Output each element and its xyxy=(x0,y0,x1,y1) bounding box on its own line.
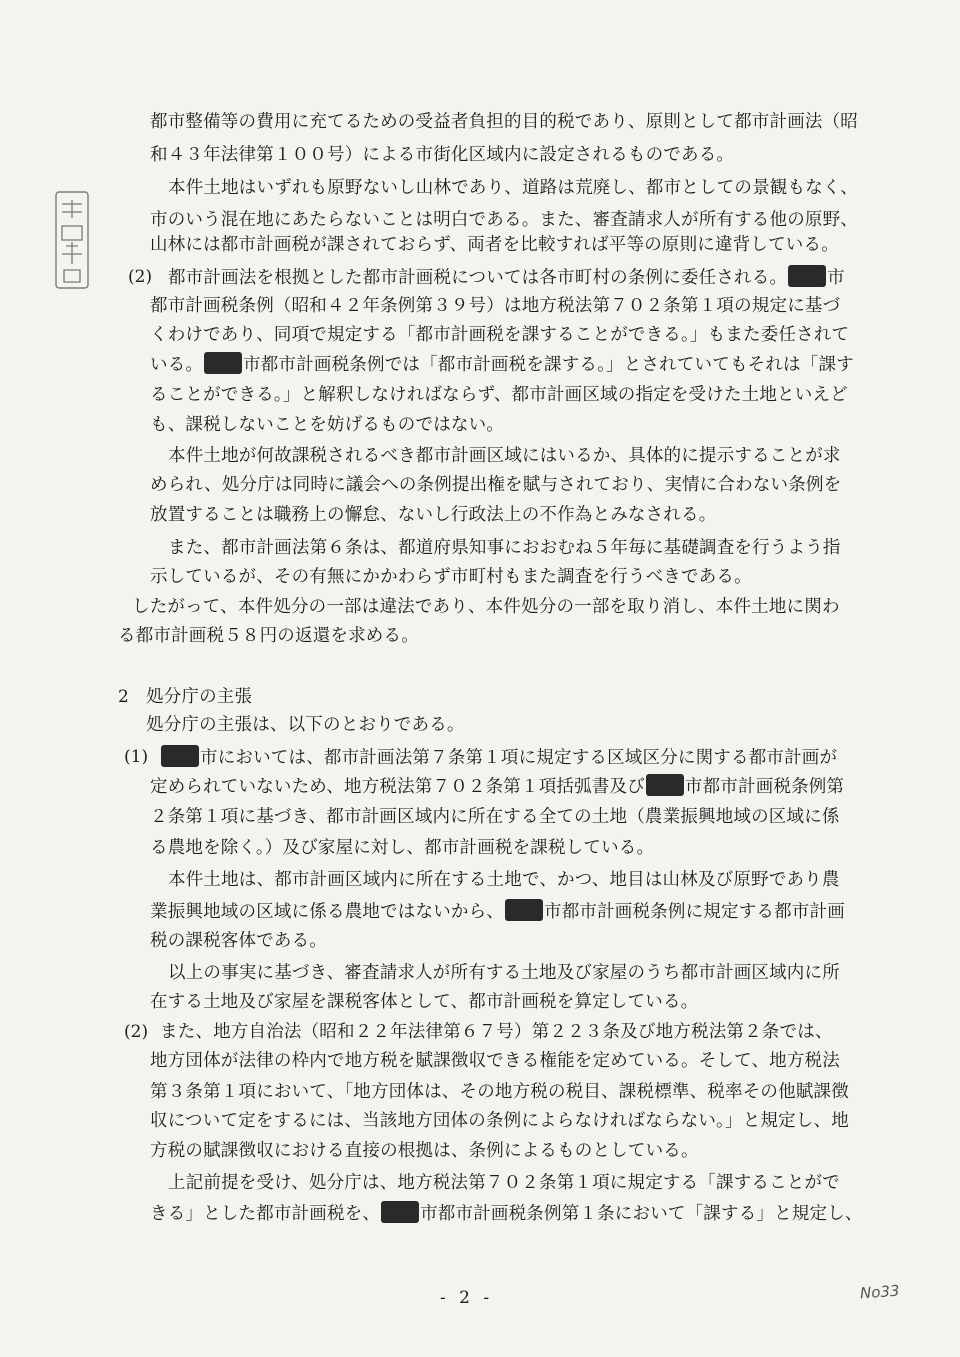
text-line: 和４３年法律第１００号）による市街化区域内に設定されるものである。 xyxy=(150,145,735,165)
text-line: 方税の賦課徴収における直接の根拠は、条例によるものとしている。 xyxy=(150,1141,699,1161)
text-line xyxy=(150,774,844,799)
section-number: 2 xyxy=(118,687,129,707)
text-line: したがって、本件処分の一部は違法であり、本件処分の一部を取り消し、本件土地に関わ xyxy=(132,597,840,617)
text-line: 放置することは職務上の懈怠、ないし行政法上の不作為とみなされる。 xyxy=(150,505,717,525)
redaction-block xyxy=(788,265,826,287)
handwritten-note: No33 xyxy=(859,1281,901,1303)
text-segment: 業振興地域の区域に係る農地ではないから、 xyxy=(150,902,504,922)
text-line: 都市整備等の費用に充てるための受益者負担的目的税であり、原則として都市計画法（昭 xyxy=(150,112,858,132)
text-segment: 市都市計画税条例第１条において「課する」と規定し、 xyxy=(420,1204,863,1224)
text-line: 上記前提を受け、処分庁は、地方税法第７０２条第１項に規定する「課することがで xyxy=(168,1173,840,1193)
redaction-block xyxy=(646,774,684,796)
text-segment: 都市計画法を根拠とした都市計画税については各市町村の条例に委任される。 xyxy=(168,268,788,288)
text-line: る農地を除く。）及び家屋に対し、都市計画税を課税している。 xyxy=(150,838,655,858)
text-segment: いる。 xyxy=(150,355,204,375)
section-heading: 処分庁の主張 xyxy=(146,687,253,707)
text-line: 山林には都市計画税が課されておらず、両者を比較すれば平等の原則に違背している。 xyxy=(150,235,839,255)
text-line xyxy=(168,265,845,290)
text-segment: 市においては、都市計画法第７条第１項に規定する区域区分に関する都市計画が xyxy=(200,748,838,768)
text-line: 本件土地はいずれも原野ないし山林であり、道路は荒廃し、都市としての景観もなく、 xyxy=(168,178,858,198)
item-marker: (1) xyxy=(124,747,149,767)
redaction-block xyxy=(381,1201,419,1223)
text-line: ることができる。」と解釈しなければならず、都市計画区域の指定を受けた土地といえど xyxy=(150,385,848,405)
text-line: 処分庁の主張は、以下のとおりである。 xyxy=(146,715,465,735)
text-line: 第３条第１項において、「地方団体は、その地方税の税目、課税標準、税率その他賦課徴 xyxy=(150,1082,849,1102)
text-segment: 市都市計画税条例第 xyxy=(684,777,845,797)
text-line: 地方団体が法律の枠内で地方税を賦課徴収できる権能を定めている。そして、地方税法 xyxy=(150,1051,840,1071)
item-marker: (2) xyxy=(124,1022,149,1042)
text-line xyxy=(150,352,854,377)
text-line: 以上の事実に基づき、審査請求人が所有する土地及び家屋のうち都市計画区域内に所 xyxy=(168,963,840,983)
redaction-block xyxy=(204,352,242,374)
text-line: 本件土地は、都市計画区域内に所在する土地で、かつ、地目は山林及び原野であり農 xyxy=(168,870,840,890)
seal-stamp xyxy=(52,190,92,290)
text-line: 本件土地が何故課税されるべき都市計画区域にはいるか、具体的に提示することが求 xyxy=(168,446,841,466)
text-line: められ、処分庁は同時に議会への条例提出権を賦与されており、実情に合わない条例を xyxy=(150,475,842,495)
text-segment: きる」とした都市計画税を、 xyxy=(150,1204,381,1224)
text-line: 税の課税客体である。 xyxy=(150,931,327,951)
text-line: 都市計画税条例（昭和４２年条例第３９号）は地方税法第７０２条第１項の規定に基づ xyxy=(150,296,841,316)
text-segment: 市都市計画税条例に規定する都市計画 xyxy=(544,902,845,922)
item-marker: (2) xyxy=(128,267,153,287)
text-line: ２条第１項に基づき、都市計画区域内に所在する全ての土地（農業振興地域の区域に係 xyxy=(150,807,840,827)
text-line: も、課税しないことを妨げるものではない。 xyxy=(150,415,504,435)
text-line: る都市計画税５８円の返還を求める。 xyxy=(118,626,419,646)
text-line: 示しているが、その有無にかかわらず市町村もまた調査を行うべきである。 xyxy=(150,567,752,587)
text-segment: 定められていないため、地方税法第７０２条第１項括弧書及び xyxy=(150,777,645,797)
text-line: また、地方自治法（昭和２２年法律第６７号）第２２３条及び地方税法第２条では、 xyxy=(160,1022,833,1042)
redaction-block xyxy=(161,745,199,767)
text-line: くわけであり、同項で規定する「都市計画税を課することができる。」もまた委任されて xyxy=(150,325,850,345)
text-line xyxy=(150,1201,863,1226)
text-line: 市のいう混在地にあたらないことは明白である。また、審査請求人が所有する他の原野、 xyxy=(150,210,858,230)
text-line xyxy=(160,745,837,770)
text-line xyxy=(150,899,845,924)
text-line: 収について定をするには、当該地方団体の条例によらなければならない。」と規定し、地 xyxy=(150,1111,849,1131)
page-number: - 2 - xyxy=(440,1288,494,1308)
redaction-block xyxy=(505,899,543,921)
text-line: また、都市計画法第６条は、都道府県知事におおむね５年毎に基礎調査を行うよう指 xyxy=(168,538,841,558)
text-line: 在する土地及び家屋を課税客体として、都市計画税を算定している。 xyxy=(150,992,699,1012)
text-segment: 市 xyxy=(827,268,845,288)
text-segment: 市都市計画税条例では「都市計画税を課する。」とされていてもそれは「課す xyxy=(243,355,854,375)
